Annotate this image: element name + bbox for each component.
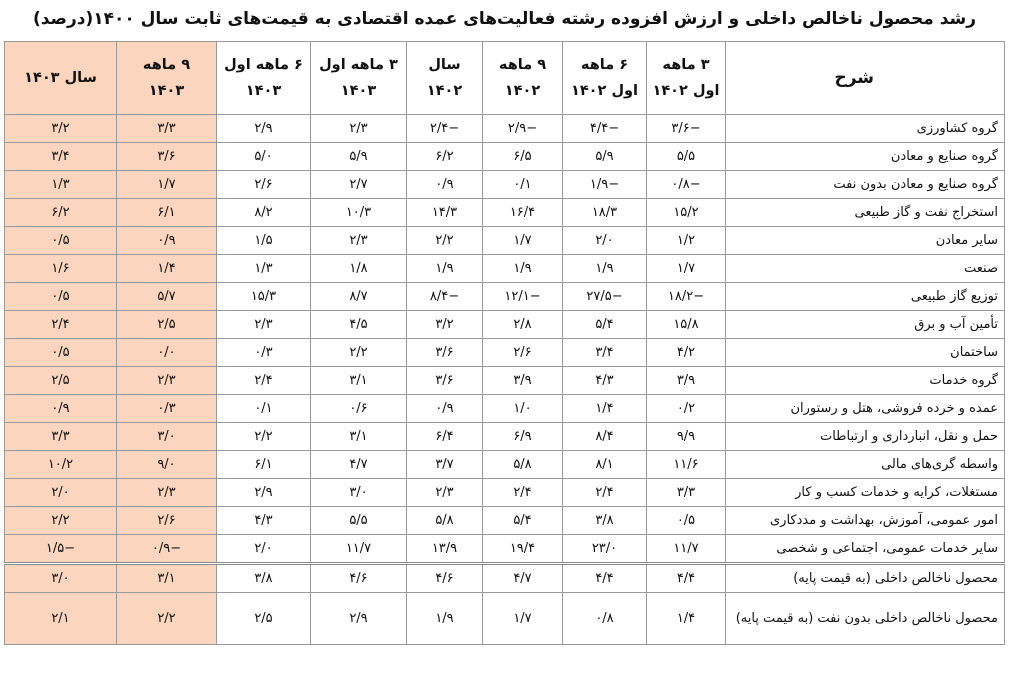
value-cell: −۲/۹	[483, 115, 563, 143]
value-cell: −۱۲/۱	[483, 283, 563, 311]
table-body	[5, 115, 1005, 645]
value-cell: −۱/۹	[563, 171, 647, 199]
value-cell: ۶/۵	[483, 143, 563, 171]
value-cell: ۲/۳	[407, 479, 483, 507]
row-label: تأمین آب و برق	[726, 311, 1005, 339]
header-h6-1402	[563, 42, 647, 115]
value-cell: ۵/۹	[563, 143, 647, 171]
header-q3-1403-label-b: ۱۴۰۳	[340, 83, 377, 99]
header-m9-1402-label-b: ۱۴۰۲	[504, 83, 541, 99]
value-cell: −۲۷/۵	[563, 283, 647, 311]
row-label: حمل و نقل، انبارداری و ارتباطات	[726, 423, 1005, 451]
value-cell: ۲/۲	[117, 593, 217, 645]
header-m9-1403	[117, 42, 217, 115]
value-cell: −۰/۹	[117, 535, 217, 564]
value-cell: ۱/۰	[483, 395, 563, 423]
value-cell: ۵/۹	[311, 143, 407, 171]
header-h6-1403	[217, 42, 311, 115]
value-cell: −۱۸/۲	[647, 283, 726, 311]
value-cell: ۰/۱	[217, 395, 311, 423]
row-label: واسطه گری‌های مالی	[726, 451, 1005, 479]
value-cell: ۱/۳	[217, 255, 311, 283]
value-cell: ۹/۰	[117, 451, 217, 479]
value-cell: ۳/۸	[217, 564, 311, 593]
value-cell: ۲/۹	[217, 479, 311, 507]
value-cell: −۸/۴	[407, 283, 483, 311]
value-cell: ۱۶/۴	[483, 199, 563, 227]
table-row	[5, 479, 1005, 507]
value-cell: ۰/۵	[5, 339, 117, 367]
row-label: صنعت	[726, 255, 1005, 283]
value-cell: ۱/۴	[647, 593, 726, 645]
value-cell: ۱/۸	[311, 255, 407, 283]
value-cell: ۸/۱	[563, 451, 647, 479]
value-cell: ۱/۹	[563, 255, 647, 283]
value-cell: ۹/۹	[647, 423, 726, 451]
table-title: رشد محصول ناخالص داخلی و ارزش افزوده رشته فعالیت‌های عمده اقتصادی به قیمت‌های ثابت سال ۱۴۰۰(درصد)	[32, 9, 977, 29]
value-cell: ۱۵/۳	[217, 283, 311, 311]
row-label: سایر خدمات عمومی، اجتماعی و شخصی	[726, 535, 1005, 564]
row-label: محصول ناخالص داخلی بدون نفت (به قیمت پایه)	[726, 593, 1005, 645]
value-cell: ۴/۵	[311, 311, 407, 339]
value-cell: ۴/۶	[311, 564, 407, 593]
table-row	[5, 423, 1005, 451]
value-cell: ۳/۶	[407, 367, 483, 395]
value-cell: ۳/۰	[311, 479, 407, 507]
value-cell: ۲/۳	[117, 479, 217, 507]
value-cell: ۱۵/۸	[647, 311, 726, 339]
value-cell: ۴/۷	[311, 451, 407, 479]
table-row	[5, 564, 1005, 593]
table-row	[5, 339, 1005, 367]
value-cell: ۲/۴	[217, 367, 311, 395]
header-year-1402	[407, 42, 483, 115]
value-cell: ۱/۷	[647, 255, 726, 283]
value-cell: ۰/۵	[5, 227, 117, 255]
header-h6-1403-label-b: ۱۴۰۳	[245, 83, 282, 99]
header-m9-1403-label-b: ۱۴۰۳	[148, 83, 185, 99]
value-cell: −۲/۴	[407, 115, 483, 143]
value-cell: ۲/۲	[5, 507, 117, 535]
value-cell: ۰/۳	[217, 339, 311, 367]
header-year-1402-label-b: ۱۴۰۲	[426, 83, 463, 99]
value-cell: ۱۸/۳	[563, 199, 647, 227]
value-cell: ۵/۵	[311, 507, 407, 535]
row-label: گروه صنایع و معادن	[726, 143, 1005, 171]
value-cell: ۳/۰	[117, 423, 217, 451]
value-cell: ۰/۵	[5, 283, 117, 311]
header-h6-1402-label-a: ۶ ماهه	[580, 57, 629, 73]
value-cell: ۲/۲	[407, 227, 483, 255]
value-cell: ۲/۲	[311, 339, 407, 367]
value-cell: ۰/۵	[647, 507, 726, 535]
value-cell: ۵/۷	[117, 283, 217, 311]
value-cell: −۴/۴	[563, 115, 647, 143]
value-cell: ۱۱/۶	[647, 451, 726, 479]
row-label: مستغلات، کرایه و خدمات کسب و کار	[726, 479, 1005, 507]
value-cell: ۱/۹	[407, 255, 483, 283]
table-row	[5, 199, 1005, 227]
value-cell: ۳/۱	[311, 423, 407, 451]
value-cell: ۳/۴	[5, 143, 117, 171]
value-cell: ۰/۰	[117, 339, 217, 367]
value-cell: ۰/۹	[117, 227, 217, 255]
value-cell: ۱/۴	[563, 395, 647, 423]
value-cell: ۲/۳	[311, 227, 407, 255]
value-cell: ۱/۳	[5, 171, 117, 199]
value-cell: ۸/۷	[311, 283, 407, 311]
row-label: گروه خدمات	[726, 367, 1005, 395]
value-cell: ۸/۴	[563, 423, 647, 451]
row-label: سایر معادن	[726, 227, 1005, 255]
table-row	[5, 395, 1005, 423]
value-cell: ۲/۳	[311, 115, 407, 143]
gdp-growth-table	[4, 41, 1005, 645]
row-label: محصول ناخالص داخلی (به قیمت پایه)	[726, 564, 1005, 593]
value-cell: ۴/۴	[563, 564, 647, 593]
row-label: گروه صنایع و معادن بدون نفت	[726, 171, 1005, 199]
value-cell: ۱۱/۷	[647, 535, 726, 564]
value-cell: ۲/۰	[217, 535, 311, 564]
value-cell: ۱/۹	[483, 255, 563, 283]
header-m9-1402-label-a: ۹ ماهه	[498, 57, 547, 73]
value-cell: ۴/۳	[217, 507, 311, 535]
value-cell: ۴/۷	[483, 564, 563, 593]
row-label: توزیع گاز طبیعی	[726, 283, 1005, 311]
value-cell: ۱۹/۴	[483, 535, 563, 564]
value-cell: ۲/۳	[117, 367, 217, 395]
row-label: امور عمومی، آموزش، بهداشت و مددکاری	[726, 507, 1005, 535]
value-cell: ۳/۶	[117, 143, 217, 171]
value-cell: ۲/۱	[5, 593, 117, 645]
value-cell: ۳/۲	[5, 115, 117, 143]
value-cell: ۲/۳	[217, 311, 311, 339]
value-cell: ۰/۲	[647, 395, 726, 423]
value-cell: ۲/۲	[217, 423, 311, 451]
row-label: ساختمان	[726, 339, 1005, 367]
value-cell: −۱/۵	[5, 535, 117, 564]
value-cell: ۳/۹	[483, 367, 563, 395]
value-cell: ۳/۳	[647, 479, 726, 507]
value-cell: ۱۴/۳	[407, 199, 483, 227]
table-row	[5, 227, 1005, 255]
table-row	[5, 311, 1005, 339]
header-m9-1402	[483, 42, 563, 115]
value-cell: ۵/۰	[217, 143, 311, 171]
value-cell: −۳/۶	[647, 115, 726, 143]
value-cell: ۲/۰	[5, 479, 117, 507]
value-cell: ۳/۳	[117, 115, 217, 143]
table-row	[5, 507, 1005, 535]
row-label: گروه کشاورزی	[726, 115, 1005, 143]
value-cell: ۳/۸	[563, 507, 647, 535]
value-cell: −۰/۸	[647, 171, 726, 199]
value-cell: ۱/۷	[483, 593, 563, 645]
header-q3-1403-label-a: ۳ ماهه اول	[319, 57, 398, 73]
value-cell: ۴/۲	[647, 339, 726, 367]
value-cell: ۶/۹	[483, 423, 563, 451]
value-cell: ۳/۲	[407, 311, 483, 339]
value-cell: ۰/۹	[5, 395, 117, 423]
table-row	[5, 171, 1005, 199]
value-cell: ۱/۲	[647, 227, 726, 255]
value-cell: ۵/۴	[483, 507, 563, 535]
value-cell: ۶/۱	[117, 199, 217, 227]
value-cell: ۲/۵	[217, 593, 311, 645]
value-cell: ۲/۵	[117, 311, 217, 339]
table-row	[5, 451, 1005, 479]
value-cell: ۳/۱	[117, 564, 217, 593]
value-cell: ۰/۶	[311, 395, 407, 423]
value-cell: ۶/۱	[217, 451, 311, 479]
header-q3-1402-label-b: اول ۱۴۰۲	[652, 83, 720, 99]
value-cell: ۱/۶	[5, 255, 117, 283]
table-row	[5, 367, 1005, 395]
header-q3-1402-label-a: ۳ ماهه	[662, 57, 710, 73]
value-cell: ۰/۸	[563, 593, 647, 645]
value-cell: ۲/۵	[5, 367, 117, 395]
header-h6-1402-label-b: اول ۱۴۰۲	[570, 83, 639, 99]
value-cell: ۱/۷	[117, 171, 217, 199]
row-label: عمده و خرده فروشی، هتل و رستوران	[726, 395, 1005, 423]
value-cell: ۵/۸	[483, 451, 563, 479]
value-cell: ۱/۹	[407, 593, 483, 645]
value-cell: ۳/۳	[5, 423, 117, 451]
value-cell: ۲/۴	[563, 479, 647, 507]
value-cell: ۱۳/۹	[407, 535, 483, 564]
table-row	[5, 255, 1005, 283]
row-label: استخراج نفت و گاز طبیعی	[726, 199, 1005, 227]
value-cell: ۲/۹	[311, 593, 407, 645]
header-m9-1403-label-a: ۹ ماهه	[142, 57, 191, 73]
table-row	[5, 143, 1005, 171]
header-q3-1402	[647, 42, 726, 115]
value-cell: ۲/۰	[563, 227, 647, 255]
value-cell: ۶/۴	[407, 423, 483, 451]
value-cell: ۳/۹	[647, 367, 726, 395]
value-cell: ۵/۸	[407, 507, 483, 535]
table-row	[5, 115, 1005, 143]
value-cell: ۴/۶	[407, 564, 483, 593]
value-cell: ۶/۲	[407, 143, 483, 171]
value-cell: ۱۰/۳	[311, 199, 407, 227]
value-cell: ۳/۱	[311, 367, 407, 395]
value-cell: ۲/۷	[311, 171, 407, 199]
header-description: شرح	[726, 42, 1005, 115]
value-cell: ۲۳/۰	[563, 535, 647, 564]
value-cell: ۲/۹	[217, 115, 311, 143]
header-year-1403: سال ۱۴۰۳	[5, 42, 117, 115]
value-cell: ۸/۲	[217, 199, 311, 227]
value-cell: ۲/۶	[483, 339, 563, 367]
value-cell: ۳/۰	[5, 564, 117, 593]
table-row	[5, 593, 1005, 645]
value-cell: ۳/۴	[563, 339, 647, 367]
value-cell: ۴/۳	[563, 367, 647, 395]
value-cell: ۱۵/۲	[647, 199, 726, 227]
value-cell: ۱/۷	[483, 227, 563, 255]
value-cell: ۲/۴	[483, 479, 563, 507]
value-cell: ۰/۱	[483, 171, 563, 199]
value-cell: ۴/۴	[647, 564, 726, 593]
value-cell: ۳/۷	[407, 451, 483, 479]
header-row	[5, 42, 1005, 115]
value-cell: ۳/۶	[407, 339, 483, 367]
value-cell: ۲/۶	[217, 171, 311, 199]
value-cell: ۵/۴	[563, 311, 647, 339]
value-cell: ۲/۴	[5, 311, 117, 339]
header-h6-1403-label-a: ۶ ماهه اول	[224, 57, 303, 73]
header-year-1402-label-a: سال	[428, 57, 461, 73]
value-cell: ۱۱/۷	[311, 535, 407, 564]
value-cell: ۰/۹	[407, 395, 483, 423]
value-cell: ۰/۹	[407, 171, 483, 199]
value-cell: ۰/۳	[117, 395, 217, 423]
value-cell: ۱/۵	[217, 227, 311, 255]
value-cell: ۱/۴	[117, 255, 217, 283]
table-row	[5, 535, 1005, 564]
table-row	[5, 283, 1005, 311]
value-cell: ۵/۵	[647, 143, 726, 171]
value-cell: ۶/۲	[5, 199, 117, 227]
header-q3-1403	[311, 42, 407, 115]
value-cell: ۲/۸	[483, 311, 563, 339]
value-cell: ۱۰/۲	[5, 451, 117, 479]
value-cell: ۲/۶	[117, 507, 217, 535]
